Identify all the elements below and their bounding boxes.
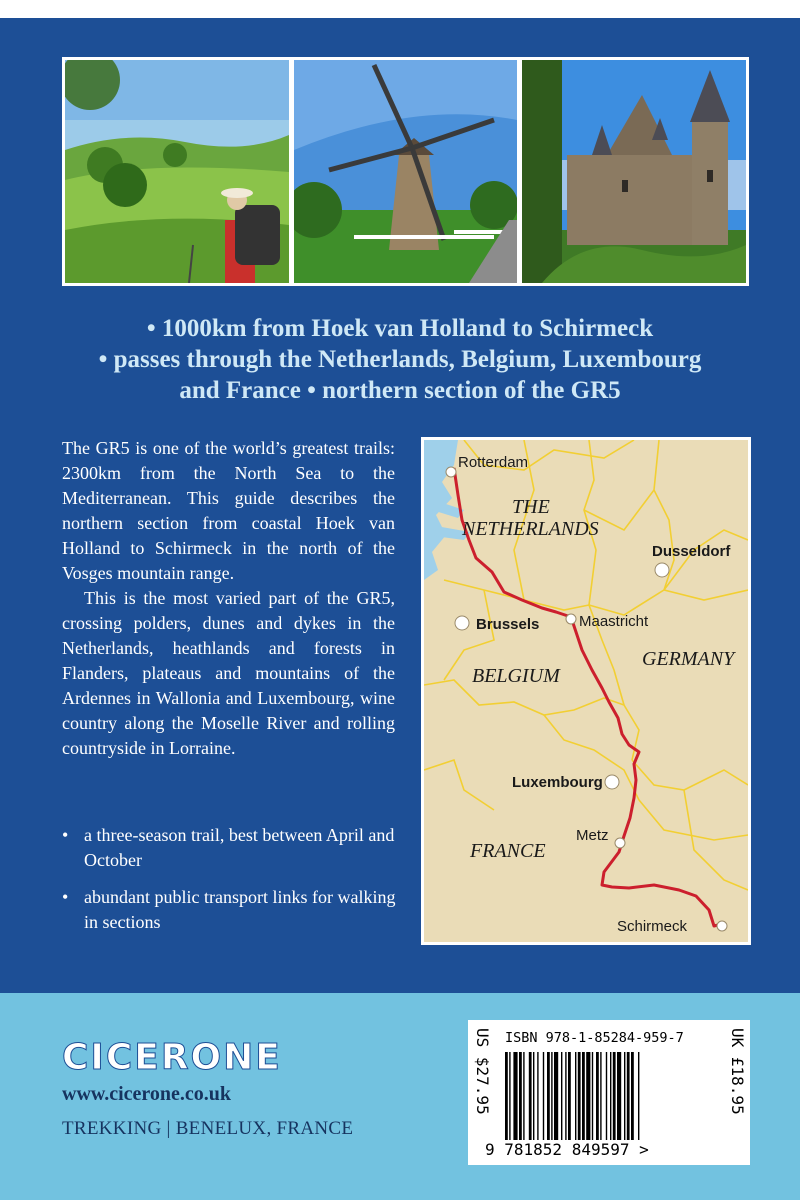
city-label-dusseldorf: Dusseldorf <box>652 543 731 560</box>
city-label-luxembourg: Luxembourg <box>512 774 603 791</box>
description <box>62 436 395 761</box>
feature-bullet <box>62 885 402 935</box>
luxembourg-marker <box>605 775 619 789</box>
highlights <box>40 313 760 406</box>
hiker-on-grassy-hills-photo <box>62 57 292 286</box>
price-uk: UK £18.95 <box>728 1028 747 1115</box>
feature-bullet-text: abundant public transport links for walking in sections <box>84 887 396 932</box>
maastricht-marker <box>566 614 576 624</box>
description-paragraph-2: This is the most varied part of the GR5, crossing polders, dunes and dykes in the Netherlands, heathlands and forests in Flanders, plateaus and mountains of the Ardennes in Wallonia and Luxembourg, wine country along the Moselle River and rolling countryside in Lorraine. <box>62 588 395 758</box>
highlight-line-1: • 1000km from Hoek van Holland to Schirmeck <box>146 315 654 342</box>
publisher-url[interactable]: www.cicerone.co.uk <box>62 1083 232 1105</box>
rotterdam-marker <box>446 467 456 477</box>
city-label-maastricht: Maastricht <box>579 613 649 630</box>
country-label-the: THE <box>512 496 550 518</box>
feature-bullets <box>62 823 402 947</box>
city-label-rotterdam: Rotterdam <box>458 454 529 471</box>
windmill-photo <box>291 57 520 286</box>
highlight-line-2: • passes through the Netherlands, Belgium, Luxembourg <box>98 346 702 373</box>
book-category: TREKKING | BENELUX, FRANCE <box>62 1118 354 1139</box>
bullet-icon: • <box>62 825 69 845</box>
brussels-marker <box>455 616 469 630</box>
barcode-bars <box>505 1052 715 1140</box>
schirmeck-marker <box>717 921 727 931</box>
city-label-metz: Metz <box>576 827 609 844</box>
city-label-brussels: Brussels <box>476 616 540 633</box>
country-label-netherlands: NETHERLANDS <box>462 518 599 540</box>
route-map <box>421 437 751 945</box>
cicerone-logo: CICERONE <box>62 1037 282 1078</box>
feature-bullet-text: a three-season trail, best between April and October <box>84 825 395 870</box>
country-label-germany: GERMANY <box>642 648 735 670</box>
feature-bullet <box>62 823 402 873</box>
bullet-icon: • <box>62 887 69 907</box>
metz-marker <box>615 838 625 848</box>
description-paragraph-1: The GR5 is one of the world’s greatest trails: 2300km from the North Sea to the Mediterranean. This guide describes the northern section from coastal Hoek van Holland to Schirmeck in the north of the Vosges mountain range. <box>62 438 395 583</box>
highlight-line-3: and France • northern section of the GR5 <box>179 377 621 404</box>
dusseldorf-marker <box>655 563 669 577</box>
isbn-number: ISBN 978-1-85284-959-7 <box>505 1030 684 1046</box>
city-label-schirmeck: Schirmeck <box>617 918 688 935</box>
price-us: US $27.95 <box>473 1028 492 1115</box>
castle-photo <box>519 57 749 286</box>
country-label-france: FRANCE <box>470 840 546 862</box>
barcode-digits: 9 781852 849597 > <box>485 1140 649 1159</box>
country-label-belgium: BELGIUM <box>472 665 560 687</box>
